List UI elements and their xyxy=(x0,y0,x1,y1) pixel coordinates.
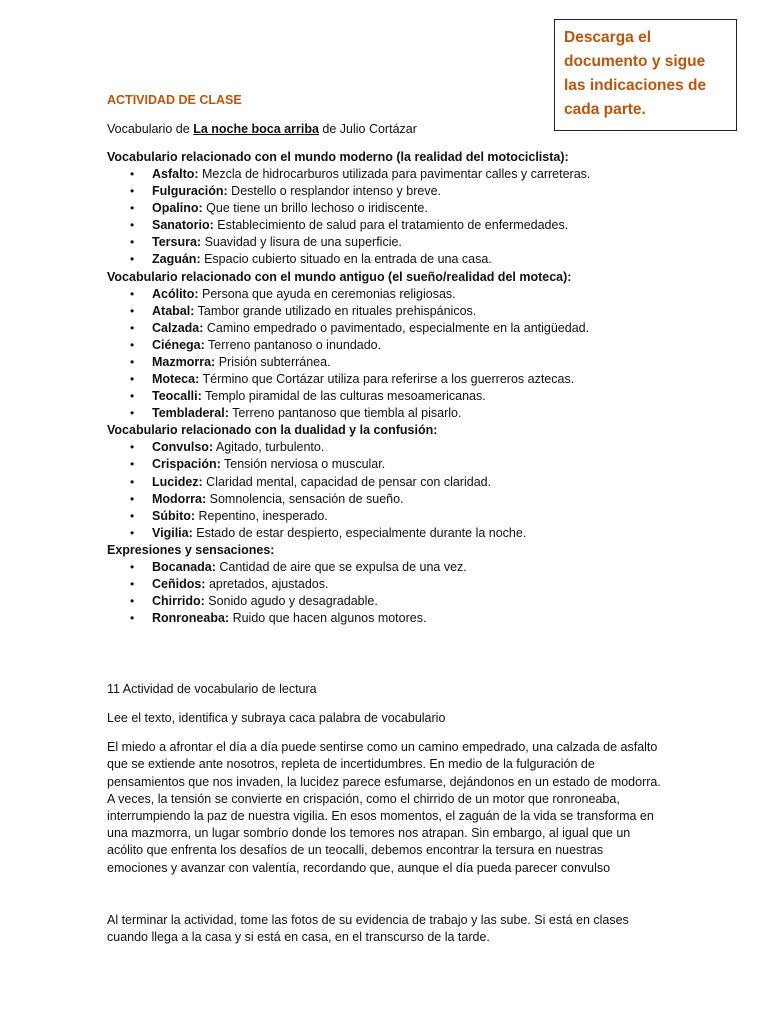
term-list-item xyxy=(107,337,687,354)
term-list xyxy=(107,286,687,423)
vocabulary-suffix: de Julio Cortázar xyxy=(318,122,417,136)
vocabulary-intro xyxy=(107,121,687,138)
section-title: Vocabulario relacionado con la dualidad y la confusión: xyxy=(107,423,438,438)
bullet-icon: • xyxy=(130,440,135,455)
bullet-icon: • xyxy=(130,474,135,489)
term-list-item xyxy=(107,286,687,303)
term-list-item xyxy=(107,610,687,627)
bullet-icon: • xyxy=(130,457,135,472)
bullet-icon: • xyxy=(130,184,135,199)
term-definition: Tensión nerviosa o muscular. xyxy=(220,457,386,472)
bullet-icon: • xyxy=(130,218,135,233)
term-word: Ronroneaba: xyxy=(152,611,230,626)
section-title: Expresiones y sensaciones: xyxy=(107,542,275,557)
bullet-icon: • xyxy=(130,354,135,369)
term-list-item xyxy=(107,166,687,183)
bullet-icon: • xyxy=(130,576,135,591)
term-list-item xyxy=(107,183,687,200)
term-definition: apretados, ajustados. xyxy=(205,576,329,591)
term-word: Lucidez: xyxy=(152,474,203,489)
reading-activity-title: 11 Actividad de vocabulario de lectura xyxy=(107,682,317,697)
term-word: Fulguración: xyxy=(152,184,228,199)
term-definition: Que tiene un brillo lechoso o iridiscente. xyxy=(202,201,428,216)
term-list-item xyxy=(107,525,687,542)
term-list-item xyxy=(107,559,687,576)
bullet-icon: • xyxy=(130,286,135,301)
term-definition: Cantidad de aire que se expulsa de una vez. xyxy=(215,559,467,574)
term-list-item xyxy=(107,491,687,508)
bullet-icon: • xyxy=(130,525,135,540)
vocabulary-section xyxy=(107,422,687,542)
term-definition: Mezcla de hidrocarburos utilizada para pavimentar calles y carreteras. xyxy=(198,167,591,181)
term-word: Bocanada: xyxy=(152,559,216,574)
term-definition: Claridad mental, capacidad de pensar con claridad. xyxy=(202,474,492,489)
term-definition: Camino empedrado o pavimentado, especialmente en la antigüedad. xyxy=(203,320,590,335)
bullet-icon: • xyxy=(130,559,135,574)
section-title: Vocabulario relacionado con el mundo antiguo (el sueño/realidad del moteca): xyxy=(107,269,572,284)
bullet-icon: • xyxy=(130,303,135,318)
term-word: Moteca: xyxy=(152,372,200,387)
term-definition: Sonido agudo y desagradable. xyxy=(204,594,378,609)
term-list-item xyxy=(107,576,687,593)
term-word: Súbito: xyxy=(152,508,196,523)
term-word: Teocalli: xyxy=(152,389,202,404)
closing-instruction: Al terminar la actividad, tome las fotos de su evidencia de trabajo y las sube. Si está en clases cuando llega a la casa y si está en casa, en el transcurso de la tarde. xyxy=(107,912,629,945)
term-definition: Tambor grande utilizado en rituales prehispánicos. xyxy=(194,303,477,318)
term-list-item xyxy=(107,320,687,337)
term-list xyxy=(107,559,687,627)
term-word: Tembladeral: xyxy=(152,406,229,421)
bullet-icon: • xyxy=(130,167,135,181)
bullet-icon: • xyxy=(130,594,135,609)
term-list xyxy=(107,166,687,269)
term-definition: Terreno pantanoso que tiembla al pisarlo. xyxy=(228,406,462,421)
term-list-item xyxy=(107,456,687,473)
term-list-item xyxy=(107,217,687,234)
activity-title: ACTIVIDAD DE CLASE xyxy=(107,93,242,107)
term-list-item xyxy=(107,388,687,405)
reading-passage: El miedo a afrontar el día a día puede sentirse como un camino empedrado, una calzada de asfalto que se extiende ante nosotros, repleta de incertidumbres. En medio de la fulguración de pensamientos que nos invaden, la lucidez parece esfumarse, dejándonos en un estado de modorra. A veces, la tensión se convierte en crispación, como el chirrido de un motor que ronroneaba, interrumpiendo la paz de nuestra vigilia. En esos momentos, el zaguán de la vida se transforma en una mazmorra, un lugar sombrío donde los temores nos atrapan. Sin embargo, al igual que un acólito que enfrenta los desafíos de un teocalli, debemos encontrar la tersura en nuestras emociones y avanzar con valentía, recordando que, aunque el día pueda parecer convulso xyxy=(107,740,661,875)
term-word: Zaguán: xyxy=(152,252,201,267)
vocabulary-section xyxy=(107,542,687,627)
bullet-icon: • xyxy=(130,406,135,421)
bullet-icon: • xyxy=(130,508,135,523)
term-definition: Templo piramidal de las culturas mesoamericanas. xyxy=(201,389,486,404)
term-list-item xyxy=(107,371,687,388)
term-list-item xyxy=(107,251,687,268)
term-definition: Repentino, inesperado. xyxy=(195,508,328,523)
term-definition: Término que Cortázar utiliza para referirse a los guerreros aztecas. xyxy=(199,372,575,387)
term-word: Vigilia: xyxy=(152,525,193,540)
bullet-icon: • xyxy=(130,372,135,387)
bullet-icon: • xyxy=(130,337,135,352)
term-list-item xyxy=(107,593,687,610)
term-word: Opalino: xyxy=(152,201,203,216)
term-list-item xyxy=(107,303,687,320)
term-definition: Prisión subterránea. xyxy=(215,354,331,369)
bullet-icon: • xyxy=(130,389,135,404)
term-word: Chirrido: xyxy=(152,594,205,609)
term-list xyxy=(107,439,687,542)
document-page xyxy=(107,92,687,946)
vocabulary-section xyxy=(107,149,687,269)
term-word: Acólito: xyxy=(152,286,199,301)
term-word: Sanatorio: xyxy=(152,218,214,233)
term-definition: Agitado, turbulento. xyxy=(213,440,325,455)
term-list-item xyxy=(107,354,687,371)
term-list-item xyxy=(107,405,687,422)
term-word: Mazmorra: xyxy=(152,354,216,369)
reading-instruction: Lee el texto, identifica y subraya caca palabra de vocabulario xyxy=(107,711,446,726)
bullet-icon: • xyxy=(130,252,135,267)
bullet-icon: • xyxy=(130,320,135,335)
term-list-item xyxy=(107,439,687,456)
term-definition: Persona que ayuda en ceremonias religiosas. xyxy=(198,286,456,301)
bullet-icon: • xyxy=(130,491,135,506)
term-definition: Terreno pantanoso o inundado. xyxy=(204,337,382,352)
term-word: Modorra: xyxy=(152,491,207,506)
term-word: Ceñidos: xyxy=(152,576,206,591)
term-definition: Suavidad y lisura de una superficie. xyxy=(201,235,402,250)
term-definition: Destello o resplandor intenso y breve. xyxy=(227,184,442,199)
term-word: Ciénega: xyxy=(152,337,205,352)
term-definition: Ruido que hacen algunos motores. xyxy=(229,611,427,626)
vocabulary-prefix: Vocabulario de xyxy=(107,122,194,136)
bullet-icon: • xyxy=(130,235,135,250)
bullet-icon: • xyxy=(130,611,135,626)
term-word: Tersura: xyxy=(152,235,202,250)
term-word: Calzada: xyxy=(152,320,204,335)
download-notice-text: Descarga el documento y sigue las indicaciones de cada parte. xyxy=(564,29,707,118)
term-word: Convulso: xyxy=(152,440,214,455)
bullet-icon: • xyxy=(130,201,135,216)
term-list-item xyxy=(107,200,687,217)
term-definition: Establecimiento de salud para el tratamiento de enfermedades. xyxy=(213,218,569,233)
book-title: La noche boca arriba xyxy=(193,122,319,136)
term-word: Atabal: xyxy=(152,303,195,318)
vocabulary-sections xyxy=(107,149,687,627)
term-definition: Espacio cubierto situado en la entrada de una casa. xyxy=(200,252,492,267)
term-word: Crispación: xyxy=(152,457,221,472)
term-definition: Somnolencia, sensación de sueño. xyxy=(206,491,404,506)
term-word: Asfalto: xyxy=(152,167,199,181)
term-list-item xyxy=(107,474,687,491)
vocabulary-section xyxy=(107,269,687,423)
term-definition: Estado de estar despierto, especialmente durante la noche. xyxy=(192,525,527,540)
term-list-item xyxy=(107,508,687,525)
term-list-item xyxy=(107,234,687,251)
section-title: Vocabulario relacionado con el mundo moderno (la realidad del motociclista): xyxy=(107,150,569,164)
